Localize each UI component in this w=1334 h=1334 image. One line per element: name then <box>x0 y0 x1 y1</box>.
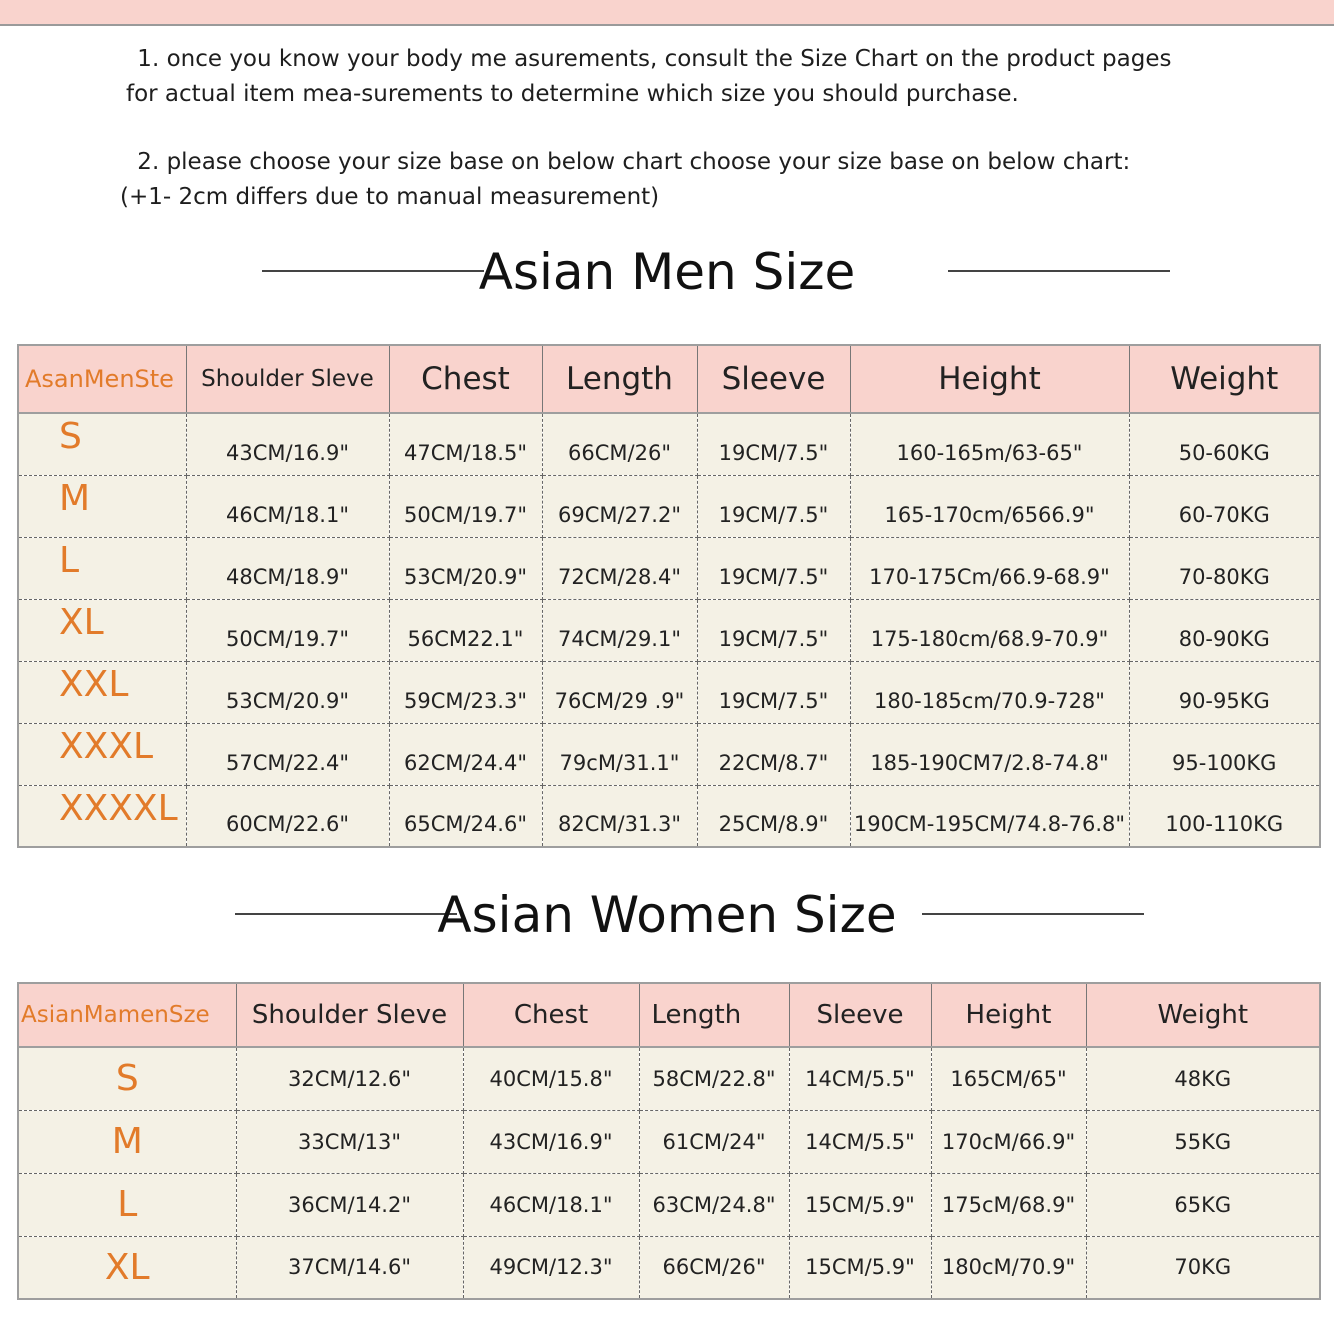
women-cell-length: 61CM/24" <box>639 1110 789 1173</box>
women-size-table <box>17 982 1321 1300</box>
men-cell-chest: 50CM/19.7" <box>389 475 542 537</box>
women-header-chest: Chest <box>463 983 639 1047</box>
men-cell-shoulder: 46CM/18.1" <box>186 475 389 537</box>
men-cell-shoulder: 57CM/22.4" <box>186 723 389 785</box>
women-cell-sleeve: 15CM/5.9" <box>789 1236 931 1299</box>
men-size-heading <box>0 244 1334 314</box>
men-cell-length: 82CM/31.3" <box>542 785 697 847</box>
men-cell-size: XXL <box>18 661 186 723</box>
men-cell-length: 76CM/29 .9" <box>542 661 697 723</box>
men-cell-weight: 70-80KG <box>1129 537 1320 599</box>
women-cell-shoulder: 33CM/13" <box>236 1110 463 1173</box>
note-line-2a: 2. please choose your size base on below chart choose your size base on below chart: <box>130 149 1131 175</box>
men-cell-height: 180-185cm/70.9-728" <box>850 661 1129 723</box>
men-cell-chest: 47CM/18.5" <box>389 413 542 475</box>
women-cell-size: S <box>18 1047 236 1110</box>
men-cell-length: 74CM/29.1" <box>542 599 697 661</box>
men-header-size: AsanMenSte <box>18 345 186 413</box>
men-cell-chest: 62CM/24.4" <box>389 723 542 785</box>
women-cell-weight: 48KG <box>1086 1047 1320 1110</box>
women-cell-shoulder: 36CM/14.2" <box>236 1173 463 1236</box>
men-header-length: Length <box>542 345 697 413</box>
men-cell-size: XXXXL <box>18 785 186 847</box>
men-cell-height: 165-170cm/6566.9" <box>850 475 1129 537</box>
men-size-row <box>18 723 1320 785</box>
men-cell-height: 185-190CM7/2.8-74.8" <box>850 723 1129 785</box>
men-cell-size: XXXL <box>18 723 186 785</box>
women-cell-weight: 70KG <box>1086 1236 1320 1299</box>
men-cell-shoulder: 43CM/16.9" <box>186 413 389 475</box>
men-size-title: Asian Men Size <box>478 243 856 301</box>
men-cell-shoulder: 53CM/20.9" <box>186 661 389 723</box>
women-size-row <box>18 1173 1320 1236</box>
men-size-row <box>18 475 1320 537</box>
women-cell-length: 66CM/26" <box>639 1236 789 1299</box>
men-cell-shoulder: 50CM/19.7" <box>186 599 389 661</box>
men-cell-sleeve: 22CM/8.7" <box>697 723 850 785</box>
men-cell-shoulder: 48CM/18.9" <box>186 537 389 599</box>
men-cell-weight: 80-90KG <box>1129 599 1320 661</box>
men-cell-height: 160-165m/63-65" <box>850 413 1129 475</box>
men-cell-sleeve: 19CM/7.5" <box>697 537 850 599</box>
men-cell-size: L <box>18 537 186 599</box>
men-cell-sleeve: 25CM/8.9" <box>697 785 850 847</box>
men-cell-weight: 90-95KG <box>1129 661 1320 723</box>
men-cell-length: 69CM/27.2" <box>542 475 697 537</box>
women-cell-length: 63CM/24.8" <box>639 1173 789 1236</box>
women-cell-shoulder: 37CM/14.6" <box>236 1236 463 1299</box>
men-cell-size: XL <box>18 599 186 661</box>
women-cell-height: 170cM/66.9" <box>931 1110 1086 1173</box>
men-cell-size: M <box>18 475 186 537</box>
women-size-row <box>18 1047 1320 1110</box>
men-size-table <box>17 344 1321 848</box>
men-cell-length: 72CM/28.4" <box>542 537 697 599</box>
women-cell-chest: 43CM/16.9" <box>463 1110 639 1173</box>
men-size-row <box>18 537 1320 599</box>
women-cell-size: XL <box>18 1236 236 1299</box>
men-header-sleeve: Sleeve <box>697 345 850 413</box>
women-cell-sleeve: 14CM/5.5" <box>789 1047 931 1110</box>
men-cell-height: 175-180cm/68.9-70.9" <box>850 599 1129 661</box>
women-size-row <box>18 1236 1320 1299</box>
women-cell-weight: 55KG <box>1086 1110 1320 1173</box>
women-cell-weight: 65KG <box>1086 1173 1320 1236</box>
women-size-row <box>18 1110 1320 1173</box>
women-cell-length: 58CM/22.8" <box>639 1047 789 1110</box>
heading-rule-right <box>948 270 1170 272</box>
note-line-2b: (+1- 2cm differs due to manual measurement) <box>120 184 660 210</box>
men-cell-chest: 59CM/23.3" <box>389 661 542 723</box>
men-size-row <box>18 785 1320 847</box>
men-cell-weight: 100-110KG <box>1129 785 1320 847</box>
women-header-size: AsianMamenSze <box>18 983 236 1047</box>
women-cell-height: 175cM/68.9" <box>931 1173 1086 1236</box>
men-cell-weight: 95-100KG <box>1129 723 1320 785</box>
men-header-chest: Chest <box>389 345 542 413</box>
men-header-shoulder: Shoulder Sleve <box>186 345 389 413</box>
men-cell-sleeve: 19CM/7.5" <box>697 599 850 661</box>
women-size-heading <box>0 887 1334 957</box>
men-cell-sleeve: 19CM/7.5" <box>697 413 850 475</box>
men-header-height: Height <box>850 345 1129 413</box>
women-header-sleeve: Sleeve <box>789 983 931 1047</box>
women-cell-height: 180cM/70.9" <box>931 1236 1086 1299</box>
men-cell-chest: 65CM/24.6" <box>389 785 542 847</box>
men-cell-sleeve: 19CM/7.5" <box>697 475 850 537</box>
women-header-row <box>18 983 1320 1047</box>
women-cell-chest: 46CM/18.1" <box>463 1173 639 1236</box>
men-cell-height: 170-175Cm/66.9-68.9" <box>850 537 1129 599</box>
women-header-shoulder: Shoulder Sleve <box>236 983 463 1047</box>
men-cell-length: 79cM/31.1" <box>542 723 697 785</box>
men-cell-weight: 60-70KG <box>1129 475 1320 537</box>
women-header-length: Length <box>639 983 789 1047</box>
women-cell-height: 165CM/65" <box>931 1047 1086 1110</box>
note-line-1b: for actual item mea-surements to determine which size you should purchase. <box>126 81 1019 107</box>
women-size-title: Asian Women Size <box>437 886 897 944</box>
women-cell-size: L <box>18 1173 236 1236</box>
men-size-row <box>18 413 1320 475</box>
men-cell-shoulder: 60CM/22.6" <box>186 785 389 847</box>
men-cell-height: 190CM-195CM/74.8-76.8" <box>850 785 1129 847</box>
women-cell-sleeve: 14CM/5.5" <box>789 1110 931 1173</box>
women-cell-size: M <box>18 1110 236 1173</box>
men-size-row <box>18 599 1320 661</box>
women-cell-chest: 40CM/15.8" <box>463 1047 639 1110</box>
top-banner-strip <box>0 0 1334 26</box>
women-header-weight: Weight <box>1086 983 1320 1047</box>
men-cell-sleeve: 19CM/7.5" <box>697 661 850 723</box>
note-line-1a: 1. once you know your body me asurements, consult the Size Chart on the product pages <box>130 46 1172 72</box>
men-cell-size: S <box>18 413 186 475</box>
men-header-weight: Weight <box>1129 345 1320 413</box>
women-header-height: Height <box>931 983 1086 1047</box>
heading-rule-right <box>922 913 1144 915</box>
men-size-row <box>18 661 1320 723</box>
women-cell-sleeve: 15CM/5.9" <box>789 1173 931 1236</box>
men-cell-chest: 53CM/20.9" <box>389 537 542 599</box>
women-cell-shoulder: 32CM/12.6" <box>236 1047 463 1110</box>
men-cell-length: 66CM/26" <box>542 413 697 475</box>
men-header-row <box>18 345 1320 413</box>
women-cell-chest: 49CM/12.3" <box>463 1236 639 1299</box>
men-cell-chest: 56CM22.1" <box>389 599 542 661</box>
men-cell-weight: 50-60KG <box>1129 413 1320 475</box>
